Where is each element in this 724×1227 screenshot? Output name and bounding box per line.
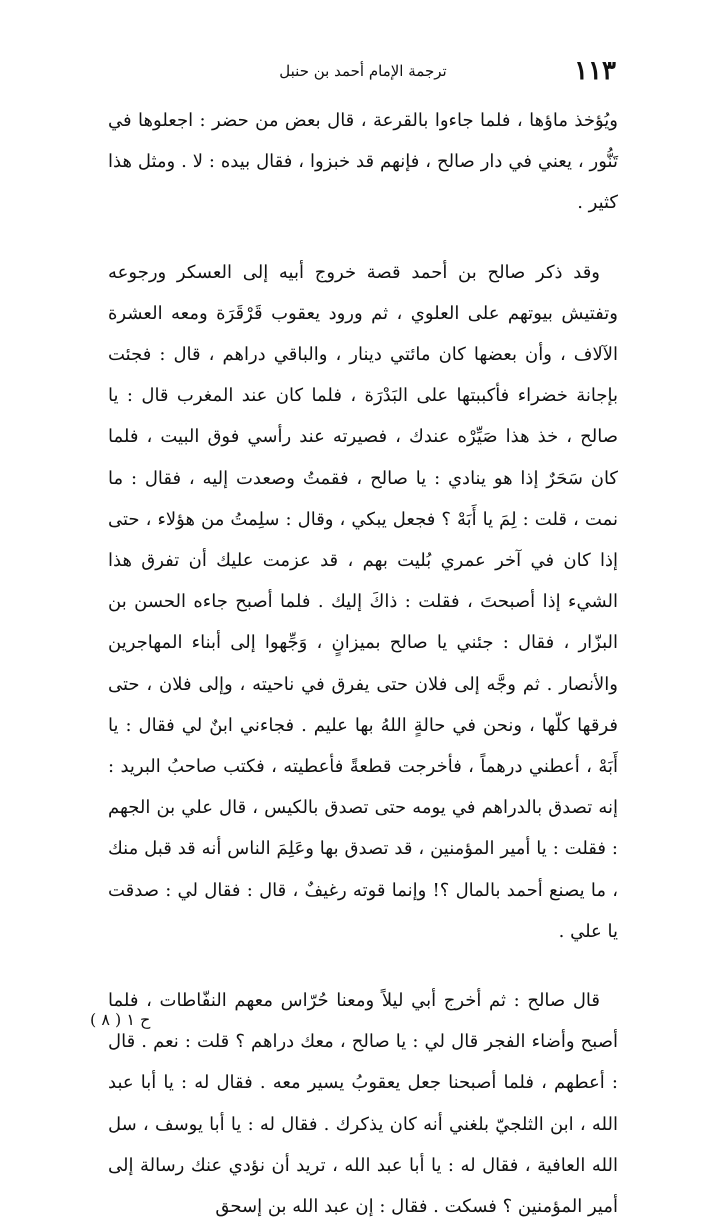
running-title: ترجمة الإمام أحمد بن حنبل — [279, 62, 447, 80]
paragraph: قال صالح : ثم أخرج أبي ليلاً ومعنا حُرّاس معهم النفّاطات ، فلما أصبح وأضاء الفجر قال لي : يا صالح ، معك دراهم ؟ قلت : نعم . قال : أعطهم ، فلما أصبحنا جعل يعقوبُ يسير معه . فقال له : يا أبا عبد الله ، ابن الثلجيّ بلغني أنه كان يذكرك . فقال له : يا أبا يوسف ، سل الله العافية ، فقال له : يا أبا عبد الله ، تريد أن نؤدي عنك رسالة إلى أمير المؤمنين ؟ فسكت . فقال : إن عبد الله بن إسحق — [108, 990, 618, 1218]
body-text — [108, 100, 618, 1227]
paragraph: وقد ذكر صالح بن أحمد قصة خروج أبيه إلى العسكر ورجوعه وتفتيش بيوتهم على العلوي ، ثم ورود يعقوب قَرْقَرَة ومعه العشرة الآلاف ، وأن بعضها كان مائتي دينار ، والباقي دراهم ، قال : فجئت بإجانة خضراء فأكببتها على البَدْرَة ، فلما كان عند المغرب قال : يا صالح ، خذ هذا صَيِّرْه عندك ، فصيرته عند رأسي فوق البيت ، فلما كان سَحَرٌ إذا هو ينادي : يا صالح ، فقمتُ وصعدت إليه ، فقال : ما نمت ، قلت : لِمَ يا أَبَهْ ؟ فجعل يبكي ، وقال : سلِمتُ من هؤلاء ، حتى إذا كان في آخر عمري بُليت بهم ، قد عزمت عليك أن تفرق هذا الشيء إذا أصبحتَ ، فقلت : ذاكَ إليك . فلما أصبح جاءه الحسن بن البزّار ، فقال : جئني يا صالح بميزانٍ ، وَجِّهوا إلى أبناء المهاجرين والأنصار . ثم وجَّه إلى فلان حتى يفرق في ناحيته ، وإلى فلان ، حتى فرقها كلّها ، ونحن في حالةٍ اللهُ بها عليم . فجاءني ابنٌ لي فقال : يا أَبَهْ ، أعطني درهماً ، فأخرجت قطعةً فأعطيته ، فكتب صاحبُ البريد : إنه تصدق بالدراهم في يومه حتى تصدق بالكيس ، قال علي بن الجهم : فقلت : يا أمير المؤمنين ، قد تصدق بها وعَلِمَ الناس أنه قد قبل منك ، ما يصنع أحمد بالمال ؟! وإنما قوته رغيفٌ ، قال : فقال لي : صدقت يا علي . — [108, 261, 619, 942]
page-header — [110, 50, 616, 90]
page-number: ١١٣ — [574, 56, 616, 86]
signature-mark: ح ١ ( ٨ ) — [90, 1010, 151, 1029]
paragraph: ويُؤخذ ماؤها ، فلما جاءوا بالقرعة ، قال بعض من حضر : اجعلوها في تَنُّور ، يعني في دار صالح ، فإنهم قد خبزوا ، فقال بيده : لا . ومثل هذا كثير . — [108, 110, 618, 214]
